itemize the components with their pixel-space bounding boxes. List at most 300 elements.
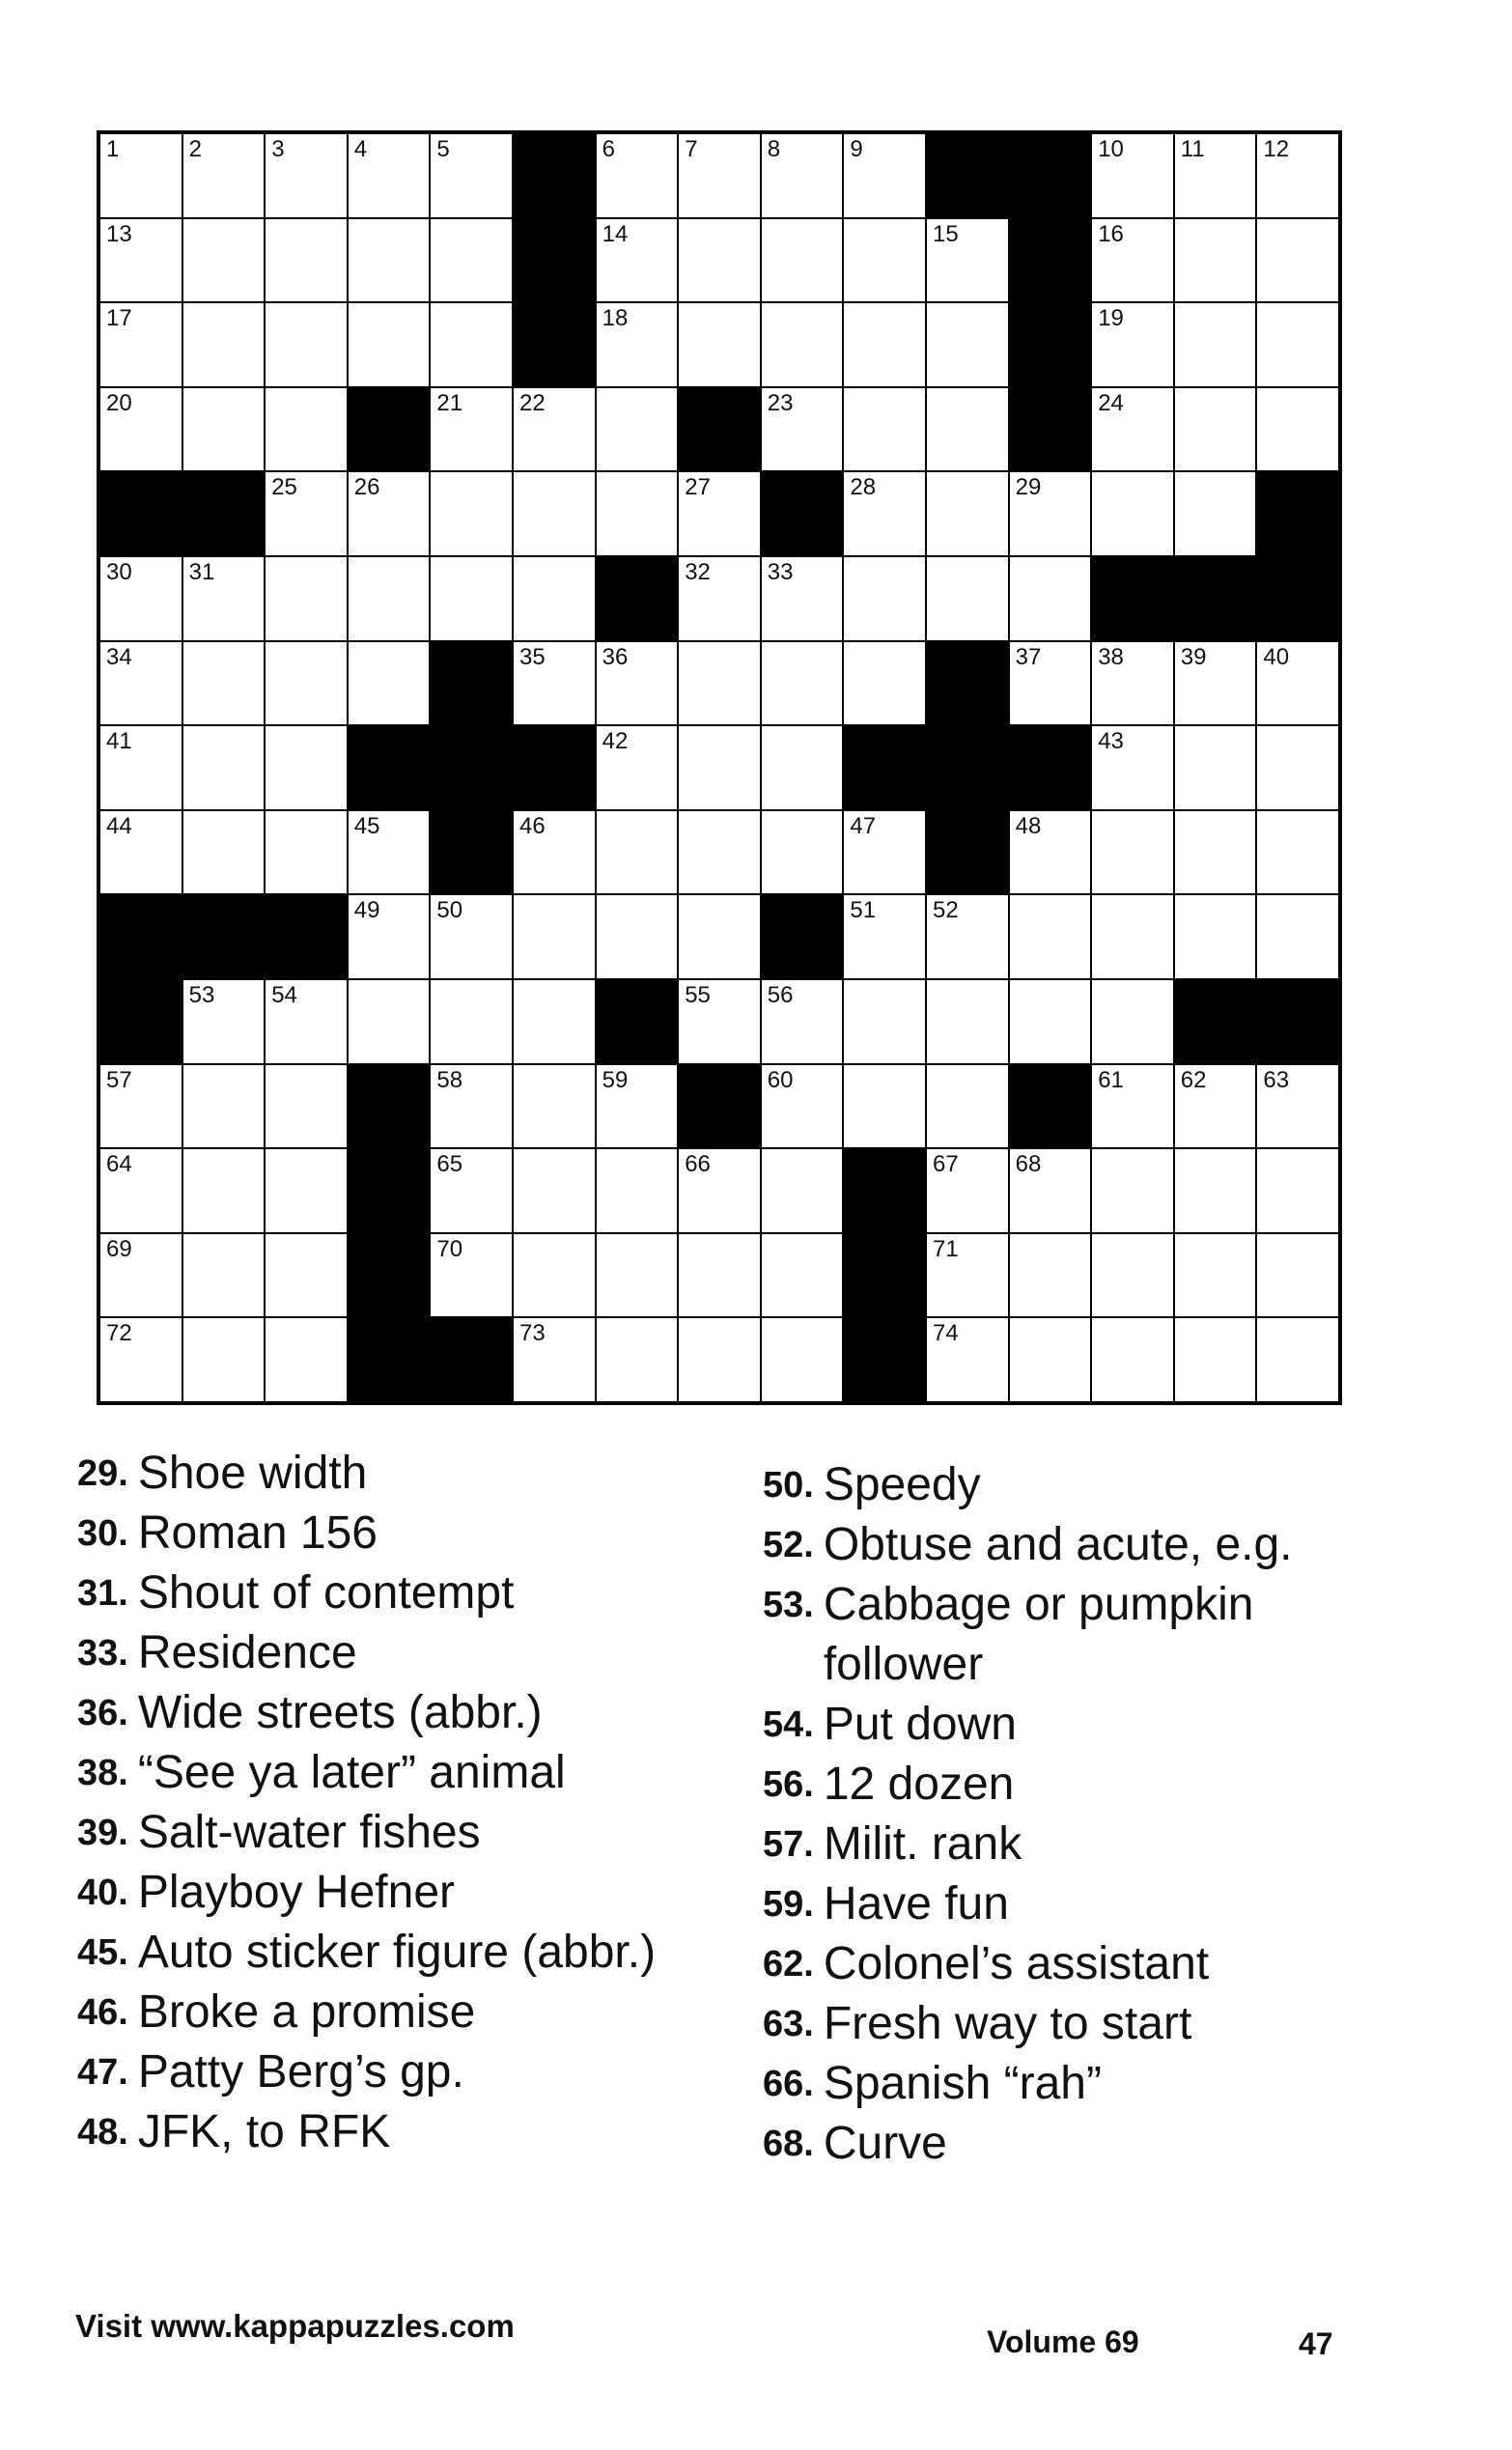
grid-cell[interactable] bbox=[927, 388, 1008, 471]
cell-number: 69 bbox=[106, 1235, 132, 1262]
grid-cell[interactable] bbox=[266, 1318, 347, 1401]
grid-cell[interactable] bbox=[1257, 811, 1338, 894]
grid-cell[interactable] bbox=[514, 1065, 595, 1148]
grid-cell[interactable] bbox=[1092, 895, 1173, 978]
cell-number: 64 bbox=[106, 1151, 132, 1178]
grid-cell[interactable] bbox=[679, 1149, 760, 1232]
grid-cell[interactable] bbox=[679, 219, 760, 302]
cell-number: 44 bbox=[106, 812, 132, 839]
cell-number: 20 bbox=[106, 389, 132, 416]
clue-text: Colonel’s assistant bbox=[823, 1938, 1210, 1989]
cell-number: 58 bbox=[436, 1066, 463, 1093]
cell-number: 38 bbox=[1098, 643, 1124, 670]
cell-number: 66 bbox=[685, 1151, 711, 1178]
grid-cell[interactable] bbox=[762, 1234, 843, 1317]
cell-number: 2 bbox=[188, 136, 202, 162]
grid-cell[interactable] bbox=[679, 134, 760, 217]
clue bbox=[763, 2054, 1381, 2114]
black-square bbox=[927, 134, 1008, 217]
grid-cell[interactable] bbox=[597, 1065, 678, 1148]
grid-cell[interactable] bbox=[1010, 1234, 1091, 1317]
grid-cell[interactable] bbox=[597, 472, 678, 555]
grid-cell[interactable] bbox=[762, 303, 843, 386]
grid-cell[interactable] bbox=[1257, 1149, 1338, 1232]
black-square bbox=[514, 134, 595, 217]
grid-cell[interactable] bbox=[927, 1318, 1008, 1401]
cell-number: 59 bbox=[602, 1066, 629, 1093]
grid-cell[interactable] bbox=[431, 1234, 512, 1317]
grid-cell[interactable] bbox=[514, 472, 595, 555]
clue-number: 59. bbox=[763, 1884, 814, 1925]
black-square bbox=[349, 726, 430, 809]
black-square bbox=[1257, 472, 1338, 555]
clue-text: Patty Berg’s gp. bbox=[137, 2046, 464, 2098]
grid-cell[interactable] bbox=[514, 980, 595, 1063]
cell-number: 29 bbox=[1015, 474, 1042, 501]
clue-number: 31. bbox=[77, 1573, 128, 1614]
black-square bbox=[927, 642, 1008, 725]
black-square bbox=[1010, 1065, 1091, 1148]
clue bbox=[763, 1455, 1381, 1515]
grid-cell[interactable] bbox=[266, 980, 347, 1063]
grid-cell[interactable] bbox=[431, 219, 512, 302]
black-square bbox=[431, 726, 512, 809]
black-square bbox=[1010, 303, 1091, 386]
grid-cell[interactable] bbox=[679, 303, 760, 386]
cell-number: 40 bbox=[1263, 643, 1290, 670]
grid-cell[interactable] bbox=[1010, 895, 1091, 978]
grid-cell[interactable] bbox=[679, 811, 760, 894]
grid-cell[interactable] bbox=[514, 811, 595, 894]
grid-cell[interactable] bbox=[266, 1234, 347, 1317]
grid-cell[interactable] bbox=[183, 811, 265, 894]
grid-cell[interactable] bbox=[1092, 980, 1173, 1063]
grid-cell[interactable] bbox=[1010, 811, 1091, 894]
grid-cell[interactable] bbox=[762, 726, 843, 809]
grid-cell[interactable] bbox=[1175, 303, 1256, 386]
grid-cell[interactable] bbox=[514, 388, 595, 471]
grid-cell[interactable] bbox=[844, 811, 925, 894]
grid-cell[interactable] bbox=[679, 642, 760, 725]
grid-cell[interactable] bbox=[844, 388, 925, 471]
grid-cell[interactable] bbox=[1092, 642, 1173, 725]
grid-cell[interactable] bbox=[844, 303, 925, 386]
black-square bbox=[844, 1234, 925, 1317]
cell-number: 9 bbox=[850, 136, 863, 162]
black-square bbox=[349, 1234, 430, 1317]
grid-cell[interactable] bbox=[762, 811, 843, 894]
grid-cell[interactable] bbox=[431, 557, 512, 640]
grid-cell[interactable] bbox=[1175, 219, 1256, 302]
grid-cell[interactable] bbox=[1092, 219, 1173, 302]
clue-text: Salt-water fishes bbox=[137, 1807, 481, 1858]
cell-number: 47 bbox=[850, 812, 877, 839]
grid-cell[interactable] bbox=[349, 219, 430, 302]
grid-cell[interactable] bbox=[431, 472, 512, 555]
grid-cell[interactable] bbox=[679, 472, 760, 555]
grid-cell[interactable] bbox=[349, 472, 430, 555]
grid-cell[interactable] bbox=[1257, 1318, 1338, 1401]
clue bbox=[77, 1563, 695, 1623]
grid-cell[interactable] bbox=[1175, 726, 1256, 809]
grid-cell[interactable] bbox=[1257, 726, 1338, 809]
clue-list-right bbox=[763, 1455, 1381, 2174]
grid-cell[interactable] bbox=[844, 134, 925, 217]
grid-cell[interactable] bbox=[100, 134, 182, 217]
grid-cell[interactable] bbox=[1010, 472, 1091, 555]
grid-cell[interactable] bbox=[349, 134, 430, 217]
clue-text: Have fun bbox=[823, 1878, 1009, 1929]
grid-cell[interactable] bbox=[183, 726, 265, 809]
clue-number: 30. bbox=[77, 1513, 128, 1554]
grid-cell[interactable] bbox=[183, 1234, 265, 1317]
clue bbox=[77, 1504, 695, 1563]
cell-number: 50 bbox=[436, 897, 463, 924]
grid-cell[interactable] bbox=[100, 1065, 182, 1148]
grid-cell[interactable] bbox=[1257, 388, 1338, 471]
black-square bbox=[1010, 726, 1091, 809]
grid-cell[interactable] bbox=[597, 895, 678, 978]
cell-number: 54 bbox=[271, 981, 297, 1008]
grid-cell[interactable] bbox=[762, 219, 843, 302]
grid-cell[interactable] bbox=[597, 1234, 678, 1317]
grid-cell[interactable] bbox=[1257, 1065, 1338, 1148]
clue-text: Cabbage or pumpkin follower bbox=[823, 1579, 1254, 1690]
grid-cell[interactable] bbox=[844, 219, 925, 302]
grid-cell[interactable] bbox=[100, 1318, 182, 1401]
cell-number: 65 bbox=[436, 1151, 463, 1178]
grid-cell[interactable] bbox=[266, 557, 347, 640]
grid-cell[interactable] bbox=[597, 388, 678, 471]
grid-cell[interactable] bbox=[514, 642, 595, 725]
clue-number: 54. bbox=[763, 1704, 814, 1745]
clue bbox=[77, 1983, 695, 2042]
grid-cell[interactable] bbox=[349, 557, 430, 640]
grid-cell[interactable] bbox=[100, 726, 182, 809]
black-square bbox=[597, 980, 678, 1063]
grid-cell[interactable] bbox=[266, 219, 347, 302]
grid-cell[interactable] bbox=[100, 388, 182, 471]
grid-cell[interactable] bbox=[927, 219, 1008, 302]
grid-cell[interactable] bbox=[1010, 642, 1091, 725]
grid-cell[interactable] bbox=[1257, 303, 1338, 386]
cell-number: 36 bbox=[602, 643, 629, 670]
clue-number: 62. bbox=[763, 1944, 814, 1985]
grid-cell[interactable] bbox=[183, 1318, 265, 1401]
grid-cell[interactable] bbox=[1257, 219, 1338, 302]
grid-cell[interactable] bbox=[762, 134, 843, 217]
black-square bbox=[1092, 557, 1173, 640]
grid-cell[interactable] bbox=[266, 303, 347, 386]
crossword-grid bbox=[97, 130, 1342, 1405]
grid-cell[interactable] bbox=[266, 1065, 347, 1148]
cell-number: 72 bbox=[106, 1320, 132, 1347]
clue-number: 45. bbox=[77, 1932, 128, 1973]
cell-number: 45 bbox=[353, 812, 380, 839]
cell-number: 13 bbox=[106, 220, 132, 247]
grid-cell[interactable] bbox=[431, 388, 512, 471]
black-square bbox=[1257, 980, 1338, 1063]
black-square bbox=[844, 1149, 925, 1232]
clue-text: Obtuse and acute, e.g. bbox=[823, 1519, 1293, 1570]
clue-text: Residence bbox=[137, 1627, 357, 1678]
grid-cell[interactable] bbox=[183, 557, 265, 640]
cell-number: 17 bbox=[106, 305, 132, 332]
grid-cell[interactable] bbox=[183, 1065, 265, 1148]
grid-cell[interactable] bbox=[266, 472, 347, 555]
grid-cell[interactable] bbox=[1092, 1149, 1173, 1232]
cell-number: 62 bbox=[1180, 1066, 1207, 1093]
grid-cell[interactable] bbox=[1092, 472, 1173, 555]
grid-cell[interactable] bbox=[349, 303, 430, 386]
black-square bbox=[679, 388, 760, 471]
page-number: 47 bbox=[1299, 2326, 1333, 2361]
black-square bbox=[762, 472, 843, 555]
grid-cell[interactable] bbox=[679, 1234, 760, 1317]
grid-cell[interactable] bbox=[597, 303, 678, 386]
grid-cell[interactable] bbox=[514, 1149, 595, 1232]
grid-cell[interactable] bbox=[597, 642, 678, 725]
grid-cell[interactable] bbox=[844, 1065, 925, 1148]
grid-cell[interactable] bbox=[431, 1065, 512, 1148]
black-square bbox=[183, 895, 265, 978]
grid-cell[interactable] bbox=[927, 1234, 1008, 1317]
grid-cell[interactable] bbox=[679, 895, 760, 978]
grid-cell[interactable] bbox=[1010, 1149, 1091, 1232]
grid-cell[interactable] bbox=[927, 1065, 1008, 1148]
grid-cell[interactable] bbox=[514, 1234, 595, 1317]
grid-cell[interactable] bbox=[844, 980, 925, 1063]
clue-number: 50. bbox=[763, 1465, 814, 1506]
grid-cell[interactable] bbox=[597, 219, 678, 302]
cell-number: 8 bbox=[767, 136, 781, 162]
grid-cell[interactable] bbox=[927, 895, 1008, 978]
grid-cell[interactable] bbox=[927, 303, 1008, 386]
clue bbox=[763, 1575, 1381, 1695]
clue-number: 56. bbox=[763, 1764, 814, 1805]
grid-cell[interactable] bbox=[1010, 557, 1091, 640]
grid-cell[interactable] bbox=[597, 1149, 678, 1232]
grid-cell[interactable] bbox=[100, 1234, 182, 1317]
grid-cell[interactable] bbox=[514, 557, 595, 640]
clue-text: Spanish “rah” bbox=[823, 2058, 1102, 2109]
cell-number: 22 bbox=[518, 389, 546, 416]
grid-cell[interactable] bbox=[927, 1149, 1008, 1232]
grid-cell[interactable] bbox=[183, 134, 265, 217]
clue-number: 63. bbox=[763, 2004, 814, 2044]
grid-cell[interactable] bbox=[349, 642, 430, 725]
cell-number: 42 bbox=[602, 728, 629, 755]
clue-text: JFK, to RFK bbox=[137, 2106, 391, 2157]
clue bbox=[763, 1934, 1381, 1994]
black-square bbox=[927, 811, 1008, 894]
grid-cell[interactable] bbox=[1092, 1234, 1173, 1317]
cell-number: 46 bbox=[518, 812, 546, 839]
clue bbox=[77, 1863, 695, 1923]
grid-cell[interactable] bbox=[183, 642, 265, 725]
grid-cell[interactable] bbox=[1092, 1065, 1173, 1148]
grid-cell[interactable] bbox=[266, 1149, 347, 1232]
grid-cell[interactable] bbox=[1092, 811, 1173, 894]
grid-cell[interactable] bbox=[597, 726, 678, 809]
cell-number: 25 bbox=[271, 474, 297, 501]
grid-cell[interactable] bbox=[597, 134, 678, 217]
grid-cell[interactable] bbox=[927, 557, 1008, 640]
cell-number: 14 bbox=[602, 220, 629, 247]
grid-cell[interactable] bbox=[183, 980, 265, 1063]
cell-number: 55 bbox=[685, 981, 711, 1008]
grid-cell[interactable] bbox=[1175, 1065, 1256, 1148]
black-square bbox=[266, 895, 347, 978]
grid-cell[interactable] bbox=[1175, 1318, 1256, 1401]
grid-cell[interactable] bbox=[100, 219, 182, 302]
grid-cell[interactable] bbox=[1257, 895, 1338, 978]
cell-number: 31 bbox=[188, 558, 215, 585]
cell-number: 28 bbox=[850, 474, 877, 501]
black-square bbox=[1010, 134, 1091, 217]
grid-cell[interactable] bbox=[349, 811, 430, 894]
cell-number: 68 bbox=[1015, 1151, 1042, 1178]
grid-cell[interactable] bbox=[1092, 303, 1173, 386]
grid-cell[interactable] bbox=[844, 472, 925, 555]
grid-cell[interactable] bbox=[266, 388, 347, 471]
grid-cell[interactable] bbox=[597, 1318, 678, 1401]
cell-number: 32 bbox=[685, 558, 711, 585]
grid-cell[interactable] bbox=[100, 303, 182, 386]
grid-cell[interactable] bbox=[183, 219, 265, 302]
grid-cell[interactable] bbox=[431, 895, 512, 978]
clue-list-left bbox=[77, 1444, 695, 2162]
clue bbox=[763, 1874, 1381, 1934]
clue-number: 52. bbox=[763, 1525, 814, 1565]
cell-number: 27 bbox=[685, 474, 711, 501]
grid-cell[interactable] bbox=[266, 134, 347, 217]
clue-number: 47. bbox=[77, 2052, 128, 2093]
black-square bbox=[349, 1149, 430, 1232]
black-square bbox=[762, 895, 843, 978]
grid-cell[interactable] bbox=[1175, 134, 1256, 217]
cell-number: 12 bbox=[1263, 136, 1290, 162]
grid-cell[interactable] bbox=[100, 1149, 182, 1232]
clue-text: Curve bbox=[823, 2118, 947, 2169]
grid-cell[interactable] bbox=[266, 642, 347, 725]
clue-number: 39. bbox=[77, 1813, 128, 1853]
clue-text: Put down bbox=[823, 1699, 1017, 1750]
grid-cell[interactable] bbox=[1092, 134, 1173, 217]
grid-cell[interactable] bbox=[266, 811, 347, 894]
grid-cell[interactable] bbox=[1092, 388, 1173, 471]
cell-number: 19 bbox=[1098, 305, 1124, 332]
grid-cell[interactable] bbox=[266, 726, 347, 809]
grid-cell[interactable] bbox=[1175, 895, 1256, 978]
grid-cell[interactable] bbox=[183, 303, 265, 386]
grid-cell[interactable] bbox=[183, 1149, 265, 1232]
grid-cell[interactable] bbox=[762, 1318, 843, 1401]
grid-cell[interactable] bbox=[927, 980, 1008, 1063]
grid-cell[interactable] bbox=[1175, 642, 1256, 725]
grid-cell[interactable] bbox=[679, 1318, 760, 1401]
grid-cell[interactable] bbox=[431, 303, 512, 386]
clue-number: 33. bbox=[77, 1633, 128, 1674]
grid-cell[interactable] bbox=[100, 557, 182, 640]
grid-cell[interactable] bbox=[762, 1149, 843, 1232]
cell-number: 3 bbox=[271, 136, 285, 162]
black-square bbox=[349, 1065, 430, 1148]
cell-number: 60 bbox=[767, 1066, 794, 1093]
cell-number: 18 bbox=[602, 305, 629, 332]
cell-number: 49 bbox=[353, 897, 380, 924]
cell-number: 33 bbox=[767, 558, 794, 585]
cell-number: 1 bbox=[106, 136, 120, 162]
grid-cell[interactable] bbox=[514, 1318, 595, 1401]
grid-cell[interactable] bbox=[431, 134, 512, 217]
grid-cell[interactable] bbox=[1175, 472, 1256, 555]
cell-number: 6 bbox=[602, 136, 615, 162]
grid-cell[interactable] bbox=[514, 895, 595, 978]
cell-number: 7 bbox=[685, 136, 698, 162]
grid-cell[interactable] bbox=[1175, 1234, 1256, 1317]
clue bbox=[763, 1755, 1381, 1815]
cell-number: 34 bbox=[106, 643, 132, 670]
grid-cell[interactable] bbox=[679, 726, 760, 809]
grid-cell[interactable] bbox=[679, 557, 760, 640]
grid-cell[interactable] bbox=[679, 980, 760, 1063]
grid-cell[interactable] bbox=[1257, 134, 1338, 217]
cell-number: 30 bbox=[106, 558, 132, 585]
grid-cell[interactable] bbox=[844, 642, 925, 725]
grid-cell[interactable] bbox=[1010, 1318, 1091, 1401]
clue-text: Roman 156 bbox=[137, 1507, 378, 1559]
grid-cell[interactable] bbox=[1257, 1234, 1338, 1317]
black-square bbox=[1175, 557, 1256, 640]
grid-cell[interactable] bbox=[927, 472, 1008, 555]
grid-cell[interactable] bbox=[1175, 1149, 1256, 1232]
grid-cell[interactable] bbox=[1175, 811, 1256, 894]
grid-cell[interactable] bbox=[844, 557, 925, 640]
grid-cell[interactable] bbox=[762, 1065, 843, 1148]
grid-cell[interactable] bbox=[762, 388, 843, 471]
grid-cell[interactable] bbox=[597, 811, 678, 894]
cell-number: 39 bbox=[1180, 643, 1207, 670]
clue-number: 57. bbox=[763, 1824, 814, 1865]
clue bbox=[77, 1803, 695, 1863]
clue bbox=[77, 1683, 695, 1743]
cell-number: 67 bbox=[932, 1151, 959, 1178]
cell-number: 11 bbox=[1180, 136, 1205, 162]
grid-cell[interactable] bbox=[431, 1149, 512, 1232]
grid-cell[interactable] bbox=[762, 980, 843, 1063]
grid-cell[interactable] bbox=[349, 980, 430, 1063]
grid-cell[interactable] bbox=[183, 388, 265, 471]
grid-cell[interactable] bbox=[1092, 1318, 1173, 1401]
grid-cell[interactable] bbox=[1175, 388, 1256, 471]
cell-number: 21 bbox=[436, 389, 463, 416]
grid-cell[interactable] bbox=[100, 811, 182, 894]
black-square bbox=[514, 726, 595, 809]
cell-number: 57 bbox=[106, 1066, 132, 1093]
grid-cell[interactable] bbox=[349, 895, 430, 978]
grid-cell[interactable] bbox=[1010, 980, 1091, 1063]
clue-text: Fresh way to start bbox=[823, 1998, 1192, 2049]
grid-cell[interactable] bbox=[431, 980, 512, 1063]
cell-number: 43 bbox=[1098, 728, 1124, 755]
grid-cell[interactable] bbox=[1092, 726, 1173, 809]
grid-cell[interactable] bbox=[100, 642, 182, 725]
grid-cell[interactable] bbox=[844, 895, 925, 978]
grid-cell[interactable] bbox=[762, 557, 843, 640]
grid-cell[interactable] bbox=[762, 642, 843, 725]
grid-cell[interactable] bbox=[1257, 642, 1338, 725]
